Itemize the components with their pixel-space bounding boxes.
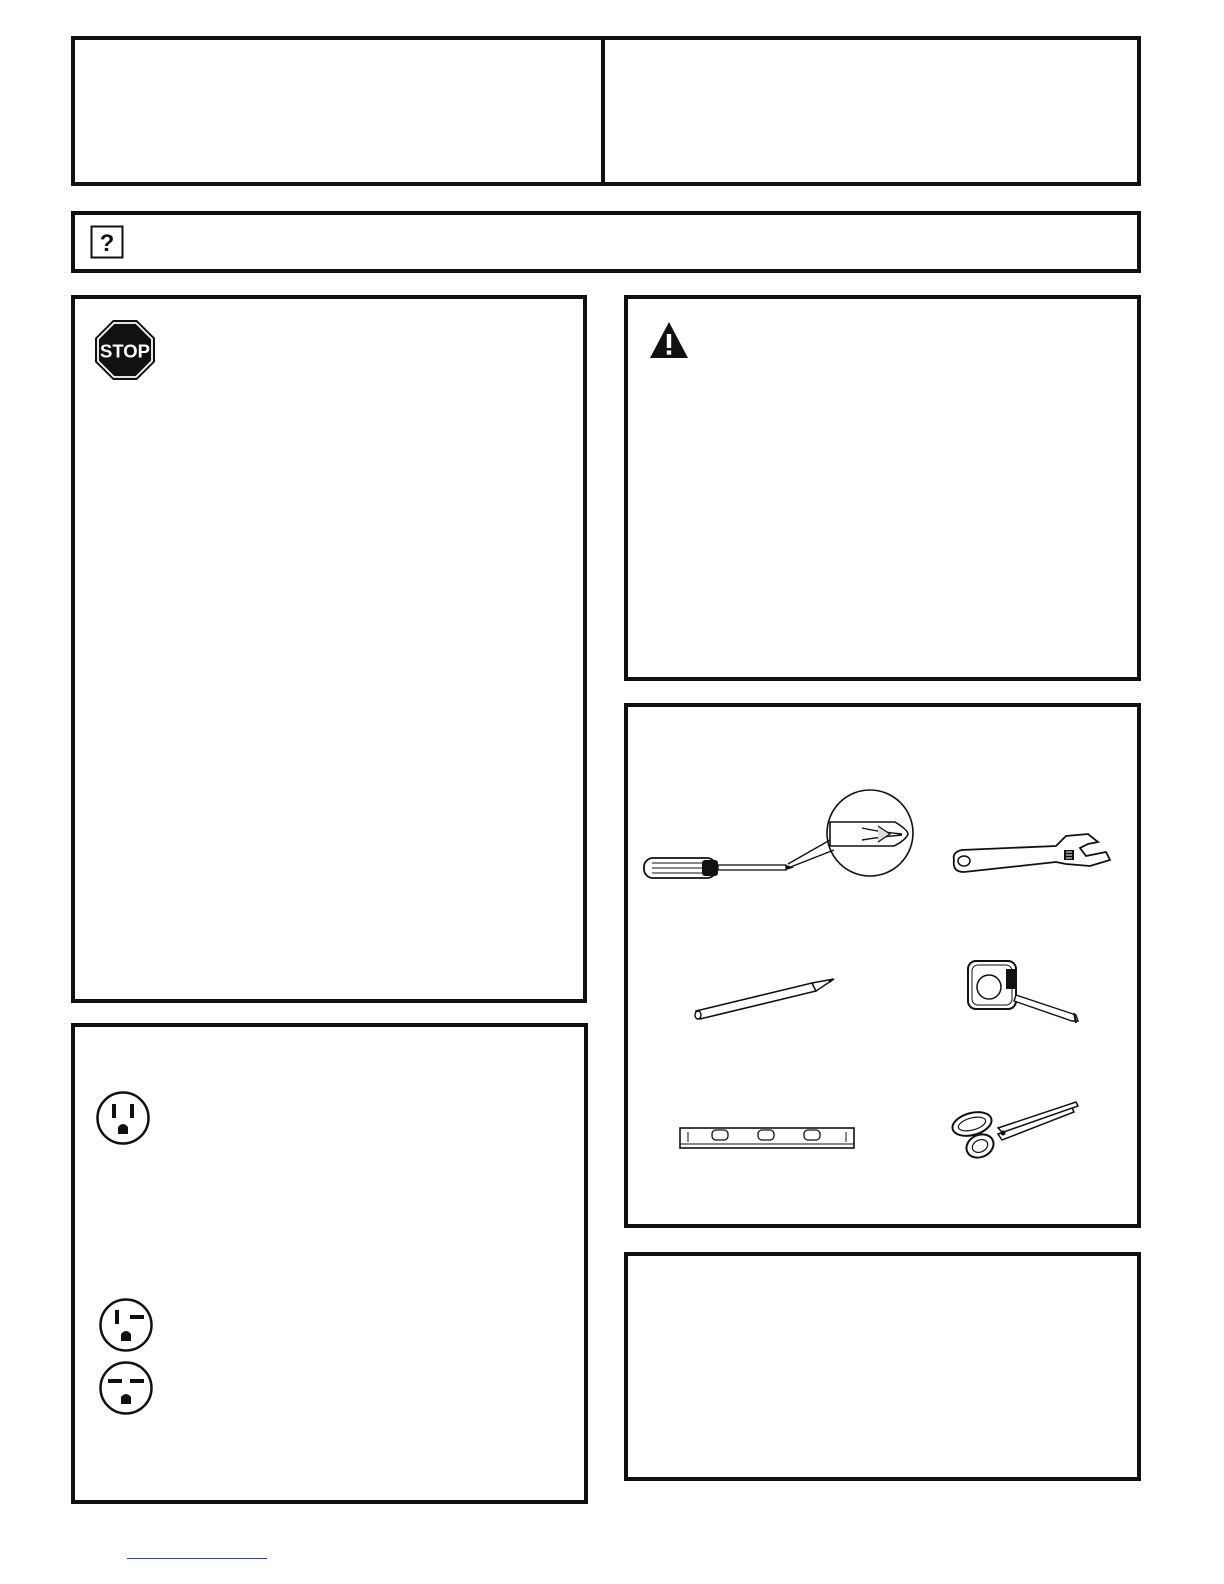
outlet-standard-icon (95, 1090, 151, 1146)
warning-panel (624, 295, 1141, 681)
warning-triangle-icon (648, 320, 690, 360)
footer-link[interactable] (127, 1558, 267, 1559)
adjustable-wrench-icon (948, 832, 1113, 882)
bottom-right-panel (624, 1252, 1141, 1481)
header-box (71, 36, 1141, 186)
level-icon (676, 1122, 858, 1154)
tape-measure-icon (962, 955, 1087, 1027)
svg-text:?: ? (99, 230, 115, 257)
stop-sign-label: STOP (100, 341, 150, 362)
outlet-t-slot-icon (98, 1297, 154, 1353)
phillips-screwdriver-icon (640, 788, 920, 888)
help-bar (71, 211, 1141, 273)
pencil-icon (690, 973, 840, 1021)
stop-sign-icon (94, 319, 156, 381)
header-divider (601, 36, 605, 186)
stop-panel (71, 295, 587, 1003)
question-icon (90, 225, 124, 259)
outlet-horizontal-icon (98, 1360, 154, 1416)
scissors-icon (948, 1098, 1082, 1164)
